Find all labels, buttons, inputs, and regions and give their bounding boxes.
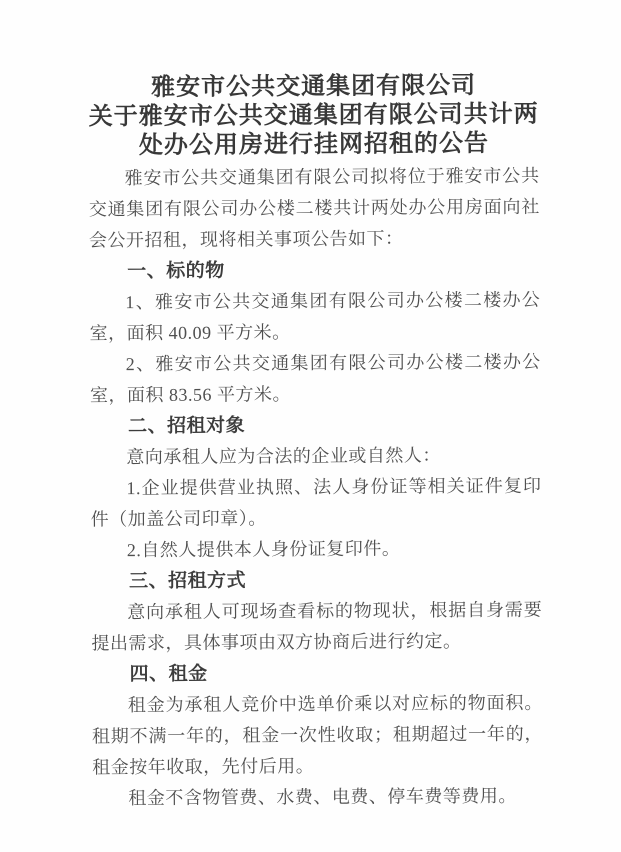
section-target-tenants	[90, 409, 542, 567]
document-title	[88, 72, 540, 162]
rent-terms-paragraph: 租金为承租人竞价中选单价乘以对应标的物面积。租期不满一年的，租金一次性收取；租期超过一年的，租金按年收取，先付后用。	[91, 692, 544, 778]
target-tenants-item-1: 1.企业提供营业执照、法人身份证等相关证件复印件（加盖公司印章）。	[90, 475, 542, 530]
title-line-subject-2: 处办公用房进行挂网招租的公告	[138, 130, 489, 160]
intro-paragraph: 雅安市公共交通集团有限公司拟将位于雅安市公共交通集团有限公司办公楼二楼共计两处办公用房面向社会公开招租，现将相关事项公告如下：	[88, 165, 540, 251]
title-line-subject-1: 关于雅安市公共交通集团有限公司共计两	[88, 101, 539, 131]
title-line-company: 雅安市公共交通集团有限公司	[150, 72, 477, 101]
rental-method-paragraph: 意向承租人可现场查看标的物现状，根据自身需要提出需求，具体事项由双方协商后进行约定。	[91, 599, 543, 654]
section-rent	[92, 657, 544, 815]
subject-item-1: 1、雅安市公共交通集团有限公司办公楼二楼办公室，面积 40.09 平方米。	[89, 289, 541, 344]
section-subject-matter-heading: 一、标的物	[127, 260, 225, 283]
section-rental-method-heading: 三、招租方式	[129, 570, 247, 593]
document-body	[89, 161, 544, 815]
section-target-tenants-heading: 二、招租对象	[128, 415, 246, 438]
target-tenants-intro: 意向承租人应为合法的企业或自然人：	[126, 445, 441, 468]
section-subject-matter	[89, 254, 541, 412]
section-rent-heading: 四、租金	[129, 663, 208, 686]
subject-item-2: 2、雅安市公共交通集团有限公司办公楼二楼办公室，面积 83.56 平方米。	[89, 351, 541, 406]
section-rental-method	[91, 564, 543, 660]
rent-exclusions-paragraph: 租金不含物管费、水费、电费、停车费等费用。	[128, 785, 517, 809]
target-tenants-item-2: 2.自然人提供本人身份证复印件。	[126, 538, 401, 561]
